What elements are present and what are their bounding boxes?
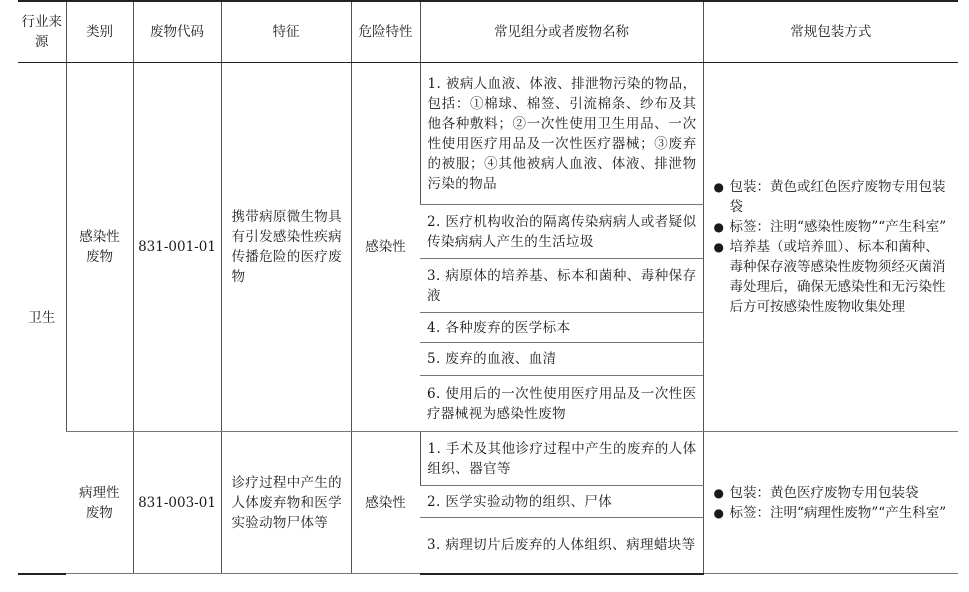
hazard-cell: 感染性 [351, 63, 420, 432]
component-item: 4. 各种废弃的医学标本 [420, 313, 703, 343]
component-item: 2. 医学实验动物的组织、尸体 [420, 486, 703, 518]
industry-cell: 卫生 [18, 63, 66, 574]
component-item: 3. 病理切片后废弃的人体组织、病理蜡块等 [420, 518, 703, 574]
packaging-cell [703, 432, 958, 574]
packaging-item: ● 标签：注明“病理性废物”“产生科室” [713, 504, 947, 521]
code-cell: 831-001-01 [133, 63, 221, 432]
category-cell: 病理性废物 [66, 432, 133, 574]
component-item: 6. 使用后的一次性使用医疗用品及一次性医疗器械视为感染性废物 [420, 376, 703, 432]
packaging-cell [703, 63, 958, 432]
category-cell: 感染性废物 [66, 63, 133, 432]
header-packaging: 常规包装方式 [703, 1, 958, 63]
component-item: 3. 病原体的培养基、标本和菌种、毒种保存液 [420, 259, 703, 313]
header-feature: 特征 [221, 1, 351, 63]
bullet-icon: ● [713, 505, 724, 520]
table-row [18, 432, 958, 486]
component-item: 2. 医疗机构收治的隔离传染病病人或者疑似传染病病人产生的生活垃圾 [420, 205, 703, 259]
feature-cell: 诊疗过程中产生的人体废弃物和医学实验动物尸体等 [221, 432, 351, 574]
feature-cell: 携带病原微生物具有引发感染性疾病传播危险的医疗废物 [221, 63, 351, 432]
bullet-icon: ● [713, 180, 724, 194]
component-item: 5. 废弃的血液、血清 [420, 343, 703, 376]
header-code: 废物代码 [133, 1, 221, 63]
table-row [18, 63, 958, 205]
component-item: 1. 手术及其他诊疗过程中产生的废弃的人体组织、器官等 [420, 432, 703, 486]
component-item: 1. 被病人血液、体液、排泄物污染的物品，包括：①棉球、棉签、引流棉条、纱布及其他各种敷料；②一次性使用卫生用品、一次性使用医疗用品及一次性医疗器械；③废弃的被服；④其他被病人血液、体液、排泄物污染的物品 [420, 63, 703, 205]
packaging-item: ● 包装：黄色或红色医疗废物专用包装袋 [713, 179, 946, 215]
header-category: 类别 [66, 1, 133, 63]
header-hazard: 危险特性 [351, 1, 420, 63]
medical-waste-table [18, 0, 958, 575]
hazard-cell: 感染性 [351, 432, 420, 574]
header-components: 常见组分或者废物名称 [420, 1, 703, 63]
packaging-item: ● 标签：注明“感染性废物”“产生科室” [713, 219, 947, 235]
code-cell: 831-003-01 [133, 432, 221, 574]
bullet-icon: ● [713, 220, 724, 234]
header-industry: 行业来源 [18, 1, 66, 63]
header-row [18, 1, 958, 63]
packaging-item: ● 培养基（或培养皿）、标本和菌种、毒种保存液等感染性废物须经灭菌消毒处理后，确保无感染性和无污染性后方可按感染性废物收集处理 [713, 239, 946, 315]
bullet-icon: ● [713, 485, 724, 500]
bullet-icon: ● [713, 240, 724, 254]
waste-table-container [18, 0, 958, 575]
packaging-item: ● 包装：黄色医疗废物专用包装袋 [713, 484, 919, 501]
